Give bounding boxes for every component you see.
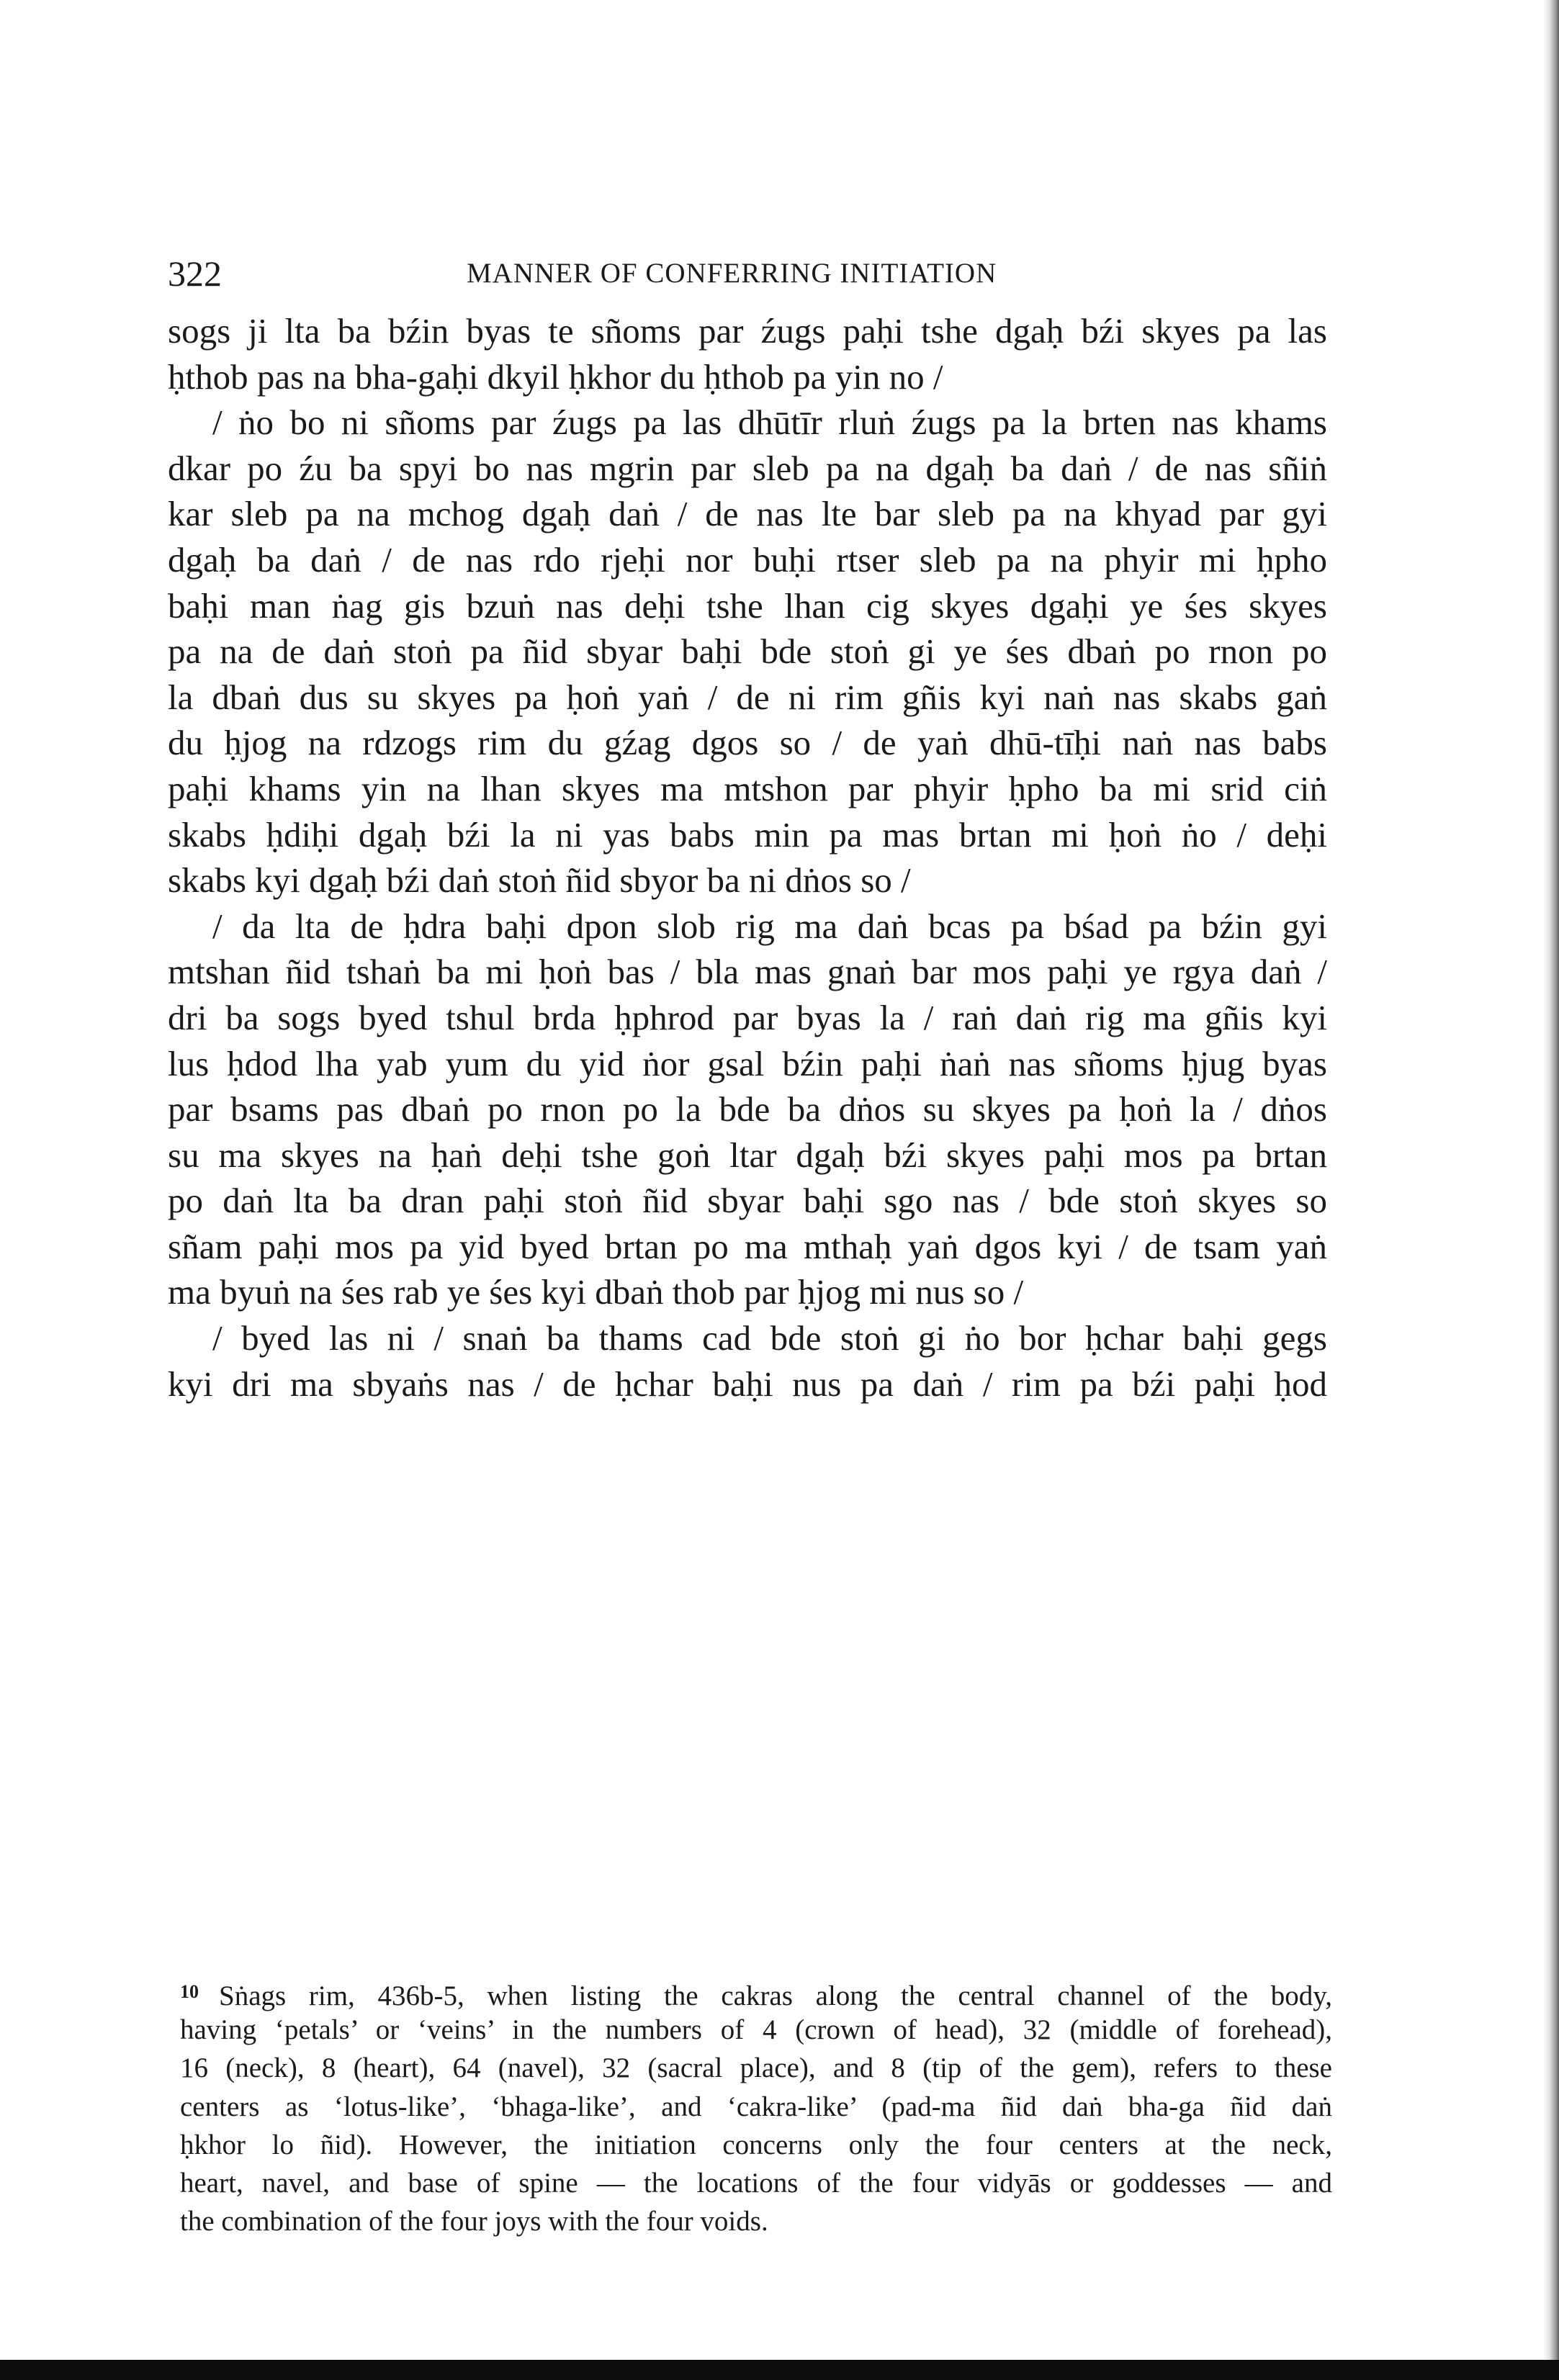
- body-line: sogs ji lta ba bźin byas te sñoms par źugs paḥi tshe dgaḥ bźi skyes pa las: [168, 311, 1327, 351]
- scan-bottom-edge: [0, 2360, 1559, 2380]
- body-line: su ma skyes na ḥaṅ deḥi tshe goṅ ltar dgaḥ bźi skyes paḥi mos pa brtan: [168, 1135, 1327, 1175]
- body-line: skabs ḥdiḥi dgaḥ bźi la ni yas babs min pa mas brtan mi ḥoṅ ṅo / deḥi: [168, 814, 1327, 855]
- footnote-line: centers as ‘lotus-like’, ‘bhaga-like’, and ‘cakra-like’ (pad-ma ñid daṅ bha-ga ñid daṅ: [180, 2091, 1332, 2122]
- running-head: MANNER OF CONFERRING INITIATION: [467, 258, 997, 289]
- body-line: ma byuṅ na śes rab ye śes kyi dbaṅ thob par ḥjog mi nus so /: [168, 1272, 1024, 1312]
- body-line: / byed las ni / snaṅ ba thams cad bde stoṅ gi ṅo bor ḥchar baḥi gegs: [212, 1318, 1327, 1358]
- body-line: po daṅ lta ba dran paḥi stoṅ ñid sbyar baḥi sgo nas / bde stoṅ skyes so: [168, 1181, 1327, 1221]
- body-line: pa na de daṅ stoṅ pa ñid sbyar baḥi bde stoṅ gi ye śes dbaṅ po rnon po: [168, 631, 1327, 672]
- body-line: paḥi khams yin na lhan skyes ma mtshon par phyir ḥpho ba mi srid ciṅ: [168, 768, 1327, 808]
- footnote-line: ḥkhor lo ñid). However, the initiation concerns only the four centers at the neck,: [180, 2129, 1332, 2160]
- page-header: [168, 248, 1306, 299]
- body-line: sñam paḥi mos pa yid byed brtan po ma mthaḥ yaṅ dgos kyi / de tsam yaṅ: [168, 1226, 1327, 1266]
- body-line: lus ḥdod lha yab yum du yid ṅor gsal bźin paḥi ṅaṅ nas sñoms ḥjug byas: [168, 1043, 1327, 1083]
- body-line: baḥi man ṅag gis bzuṅ nas deḥi tshe lhan cig skyes dgaḥi ye śes skyes: [168, 585, 1327, 626]
- body-line: kar sleb pa na mchog dgaḥ daṅ / de nas lte bar sleb pa na khyad par gyi: [168, 494, 1327, 534]
- footnote-line: [180, 1973, 1332, 2011]
- body-line: / ṅo bo ni sñoms par źugs pa las dhūtīr rluṅ źugs pa la brten nas khams: [212, 402, 1327, 443]
- footnote-line: the combination of the four joys with the four voids.: [180, 2206, 768, 2237]
- page-edge-shadow: [1543, 0, 1559, 2380]
- footnote-marker: 10: [180, 1981, 199, 2002]
- body-line: ḥthob pas na bha-gaḥi dkyil ḥkhor du ḥthob pa yin no /: [168, 356, 943, 397]
- body-line: par bsams pas dbaṅ po rnon po la bde ba dṅos su skyes pa ḥoṅ la / dṅos: [168, 1089, 1327, 1130]
- footnote-line-text: Sṅags rim, 436b-5, when listing the cakras along the central channel of the body,: [219, 1980, 1332, 2011]
- page-number: 322: [168, 253, 222, 294]
- body-line: dri ba sogs byed tshul brda ḥphrod par byas la / raṅ daṅ rig ma gñis kyi: [168, 997, 1327, 1037]
- footnote-line: 16 (neck), 8 (heart), 64 (navel), 32 (sacral place), and 8 (tip of the gem), refers to these: [180, 2052, 1332, 2084]
- footnote-line: heart, navel, and base of spine — the locations of the four vidyās or goddesses — and: [180, 2167, 1332, 2199]
- body-line: / da lta de ḥdra baḥi dpon slob rig ma daṅ bcas pa bśad pa bźin gyi: [212, 906, 1327, 946]
- body-text: [168, 308, 1327, 1407]
- body-line: kyi dri ma sbyaṅs nas / de ḥchar baḥi nus pa daṅ / rim pa bźi paḥi ḥod: [168, 1363, 1327, 1404]
- body-line: skabs kyi dgaḥ bźi daṅ stoṅ ñid sbyor ba ni dṅos so /: [168, 860, 911, 901]
- body-line: dgaḥ ba daṅ / de nas rdo rjeḥi nor buḥi rtser sleb pa na phyir mi ḥpho: [168, 539, 1327, 580]
- footnote-line: having ‘petals’ or ‘veins’ in the numbers of 4 (crown of head), 32 (middle of forehead),: [180, 2014, 1332, 2046]
- body-line: du ḥjog na rdzogs rim du gźag dgos so / de yaṅ dhū-tīḥi naṅ nas babs: [168, 723, 1327, 763]
- footnote: [180, 1973, 1332, 2240]
- body-line: mtshan ñid tshaṅ ba mi ḥoṅ bas / bla mas gnaṅ bar mos paḥi ye rgya daṅ /: [168, 952, 1327, 992]
- body-line: la dbaṅ dus su skyes pa ḥoṅ yaṅ / de ni rim gñis kyi naṅ nas skabs gaṅ: [168, 677, 1327, 717]
- body-line: dkar po źu ba spyi bo nas mgrin par sleb pa na dgaḥ ba daṅ / de nas sñiṅ: [168, 448, 1327, 488]
